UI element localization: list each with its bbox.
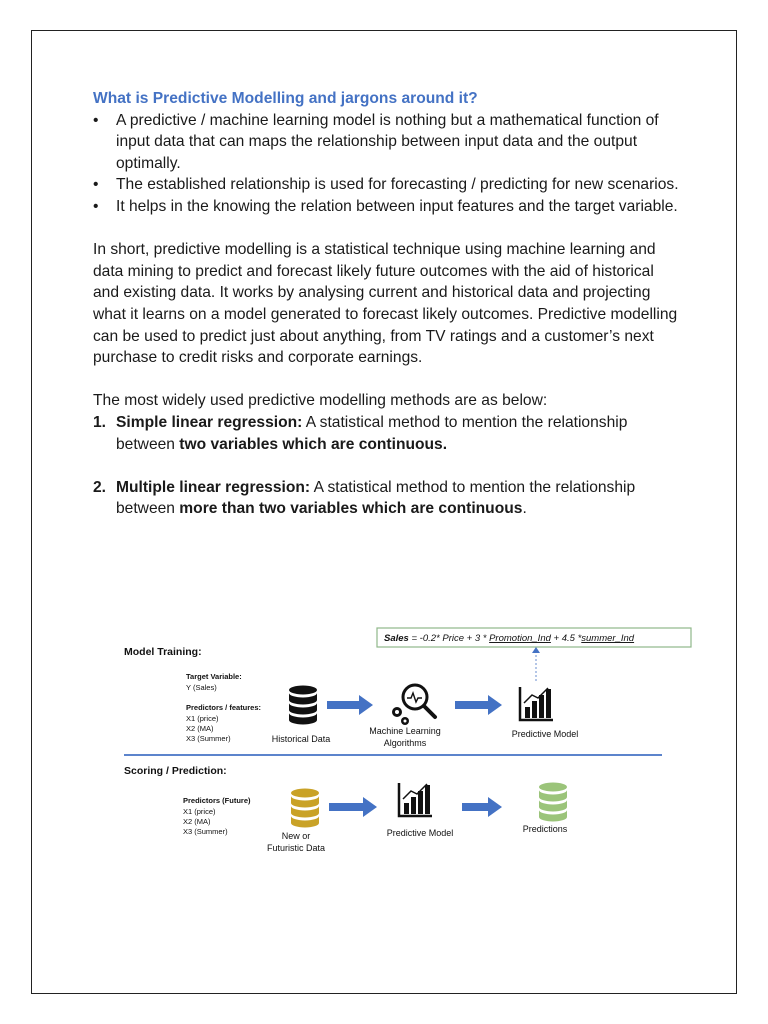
predictor-item: X2 (MA) xyxy=(186,724,214,733)
methods-list xyxy=(93,412,683,455)
summary-paragraph: In short, predictive modelling is a statistical technique using machine learning and data mining to predict and forecast likely future outcomes with the aid of historical and existing data. It works by analysing current and historical data and projecting what it learns on a model generated to forecast likely outcomes. Predictive modelling can be used to predict just about anything, from TV ratings and a customer’s next purchase to credit risks and corporate earnings. xyxy=(93,241,678,367)
target-label: Target Variable: xyxy=(186,672,242,681)
target-value: Y (Sales) xyxy=(186,683,217,692)
flow-arrow-icon xyxy=(455,695,502,715)
predictions-database-icon xyxy=(539,783,567,822)
method-number: 1. xyxy=(93,413,107,431)
bullet-list xyxy=(93,110,683,218)
bullet-dot: • xyxy=(93,176,99,194)
formula-connector-arrowhead xyxy=(532,647,540,653)
predictor-item: X3 (Summer) xyxy=(186,734,231,743)
historical-data-label: Historical Data xyxy=(271,734,331,744)
predictions-label: Predictions xyxy=(522,824,568,834)
flow-arrow-icon xyxy=(327,695,373,715)
predictive-model-chart-icon xyxy=(520,687,553,720)
database-icon xyxy=(289,686,317,725)
document-body xyxy=(93,88,683,520)
new-data-label-2: Futuristic Data xyxy=(266,843,326,853)
bullet-dot: • xyxy=(93,111,99,129)
training-title: Model Training: xyxy=(124,646,202,658)
section-heading: What is Predictive Modelling and jargons around it? xyxy=(93,90,478,107)
predictor-item: X1 (price) xyxy=(186,714,219,723)
methods-intro: The most widely used predictive modelling methods are as below: xyxy=(93,392,548,410)
ml-algorithms-label-1: Machine Learning xyxy=(369,726,441,736)
method-emphasis: more than two variables which are continuous xyxy=(179,500,523,518)
method-item: 1. Simple linear regression: A statistical method to mention the relationship between two variables which are continuous. xyxy=(93,413,628,453)
flow-arrow-icon xyxy=(462,797,502,817)
machine-learning-icon xyxy=(392,685,435,725)
predictors-label: Predictors / features: xyxy=(186,703,262,712)
flow-arrow-icon xyxy=(329,797,377,817)
bullet-item: • A predictive / machine learning model is nothing but a mathematical function of input data that can maps the relationship between input data and the output optimally. xyxy=(93,111,659,172)
predictive-modelling-diagram xyxy=(122,627,694,859)
ml-algorithms-label-2: Algorithms xyxy=(383,738,427,748)
predictive-model-label-2: Predictive Model xyxy=(386,828,454,838)
method-name: Simple linear regression: xyxy=(116,413,303,431)
future-predictors-label: Predictors (Future) xyxy=(183,796,251,805)
bullet-dot: • xyxy=(93,197,99,215)
future-predictor-item: X3 (Summer) xyxy=(183,827,228,836)
method-name: Multiple linear regression: xyxy=(116,478,311,496)
methods-list-2 xyxy=(93,477,683,520)
new-data-database-icon xyxy=(291,789,319,828)
method-item: 2. Multiple linear regression: A statistical method to mention the relationship between more than two variables which are continuous. xyxy=(93,478,636,518)
formula-text: Sales = -0.2* Price + 3 * Promotion_Ind + 4.5 *summer_Ind xyxy=(384,633,635,644)
bullet-item: • It helps in the knowing the relation between input features and the target variable. xyxy=(93,196,683,218)
method-number: 2. xyxy=(93,478,107,496)
new-data-label-1: New or xyxy=(281,831,311,841)
scoring-title: Scoring / Prediction: xyxy=(124,765,227,777)
bullet-item: • The established relationship is used for forecasting / predicting for new scenarios. xyxy=(93,174,683,196)
method-emphasis: two variables which are continuous. xyxy=(179,435,448,453)
future-predictor-item: X2 (MA) xyxy=(183,817,211,826)
future-predictor-item: X1 (price) xyxy=(183,807,216,816)
predictive-model-label: Predictive Model xyxy=(511,729,579,739)
predictive-model-chart-icon-2 xyxy=(399,783,432,816)
